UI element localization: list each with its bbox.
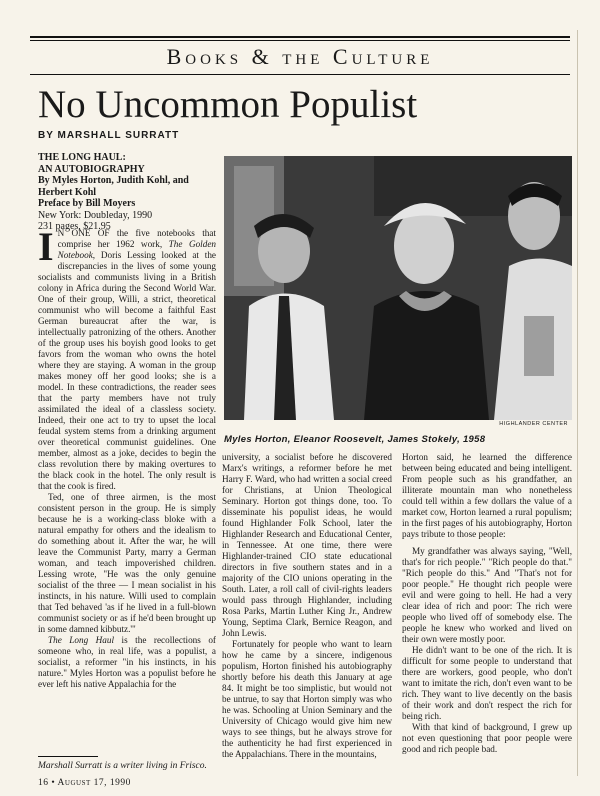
book-subtitle: AN AUTOBIOGRAPHY bbox=[38, 163, 145, 175]
photo-credit: HIGHLANDER CENTER bbox=[499, 421, 568, 427]
section-header: Books & the Culture bbox=[166, 44, 434, 69]
author-bio: Marshall Surratt is a writer living in Frisco. bbox=[38, 761, 207, 771]
quote-paragraph: He didn't want to be one of the rich. It is difficult for some people to understand that there are workers, good people, who don't want to imitate the rich, don't even want to be rich. They want to live decently on the basis of their work and don't respect the rich for being rich. bbox=[402, 645, 572, 721]
headline: No Uncommon Populist bbox=[38, 83, 418, 126]
paragraph: Ted, one of three airmen, is the most consistent person in the group. He is simply because he is a working-class bloke with a natural empathy for others and the idealism to do something about it. After the war, he will leave the Communist Party, marry a German woman, and teach impoverished children. Lessing wrote, "He was the only genuine socialist of the three — I mean socialist in his instincts, in his nature. Willi used to complain that Ted behaved 'as if he lived in a full-blown communist society or as if he'd been brought up in some damned kibbutz.'" bbox=[38, 492, 216, 634]
page-folio: 16 • August 17, 1990 bbox=[38, 778, 131, 788]
book-pages-price: 231 pages, $21.95 bbox=[38, 221, 111, 232]
photo-image bbox=[224, 156, 572, 420]
top-rule-thin bbox=[30, 40, 570, 41]
book-authors: By Myles Horton, Judith Kohl, and bbox=[38, 175, 189, 186]
drop-cap: I bbox=[38, 224, 54, 269]
book-info bbox=[38, 152, 216, 233]
paragraph: Fortunately for people who want to learn how he came by a sincere, indigenous populism, Horton finished his autobiography shortly before his death this January at age 84. It might be too simplistic, but would not be untrue, to say that Horton simply was who he was. Schooling at Union Seminary and the University of Chicago would give him new ways to see things, but he always strove for the authenticity he had first experienced in the Appalachians. There in the mountains, bbox=[222, 639, 392, 759]
paragraph: I N ONE OF the five notebooks that comprise her 1962 work, The Golden Notebook, Doris Lessing looked at the discrepancies in the lives of some young socialists and communists living in a British colony in Africa during the Second World War. One of their group, Willi, a strict, theoretical communist who will become a faithful East German bureaucrat after the war, is intellectually patronizing of the others. Another of the group uses his boyish good looks to get favors from the woman who owns the hotel where they are staying. A woman in the group makes money off her good looks; she is a model. In these contradictions, the reader sees that the party members have not truly assimilated the ideal of a classless society. Indeed, their one act to try to upset the local feudal system stems from a drinking argument over theoretical communist guidelines. One member, almost as a joke, decides to begin the class revolution there by making overtures to the black cook in the hotel. The only result is that the cook is fired. bbox=[38, 224, 216, 491]
byline: BY MARSHALL SURRATT bbox=[38, 130, 180, 141]
paragraph: Horton said, he learned the difference between being educated and being intelligent. From people such as his grandfather, an illiterate mountain man who nonetheless could tell within a few dollars the value of a market cow, Horton learned a rural populism; in the first pages of his autobiography, Horton pays tribute to those people: bbox=[402, 452, 572, 539]
paragraph: university, a socialist before he discovered Marx's writings, a reformer before he met Harry F. Ward, who had written a social creed for Christians, at Union Theological Seminary. Horton got things done, too. To disseminate his populist ideas, he would found Highlander Folk School, later the Highlander Research and Educational Center, in Tennessee. At one time, there were Highlander-trained CIO state educational directors in five southern states and in a majority of the CIO unions operating in the South. Later, a roll call of civil-rights leaders would pass through Highlander, including Rosa Parks, Martin Luther King Jr., Andrew Young, Septima Clark, Bernice Reagon, and John Lewis. bbox=[222, 452, 392, 638]
book-publisher: New York: Doubleday, 1990 bbox=[38, 209, 153, 221]
text-column-3 bbox=[402, 452, 572, 755]
book-title: THE LONG HAUL: bbox=[38, 152, 126, 163]
book-preface: Preface by Bill Moyers bbox=[38, 198, 136, 209]
paragraph: The Long Haul is the recollections of someone who, in real life, was a populist, a socialist, a reformer "in his instincts, in his nature." Myles Horton was a populist before he ever left his native Appalachia for the bbox=[38, 635, 216, 689]
page-edge bbox=[577, 30, 578, 776]
top-rule bbox=[30, 36, 570, 38]
photo-caption: Myles Horton, Eleanor Roosevelt, James Stokely, 1958 bbox=[224, 434, 486, 445]
book-authors-cont: Herbert Kohl bbox=[38, 186, 97, 198]
block-quote bbox=[402, 546, 572, 755]
quote-paragraph: With that kind of background, I grew up not even questioning that poor people were good and rich people bad. bbox=[402, 722, 572, 754]
bio-rule bbox=[38, 756, 98, 757]
section-rule bbox=[30, 74, 570, 75]
text-column-2 bbox=[222, 452, 392, 760]
photo bbox=[224, 156, 572, 420]
quote-paragraph: My grandfather was always saying, "Well, that's for rich people." "Rich people do that." "Rich people do this." And "That's not for poor people." He thought rich people were evil and were going to hell. He had a very clear idea of rich and poor: The rich were people who lived off of somebody else. The people he knew who worked and lived on their own were mostly poor. bbox=[402, 546, 572, 644]
